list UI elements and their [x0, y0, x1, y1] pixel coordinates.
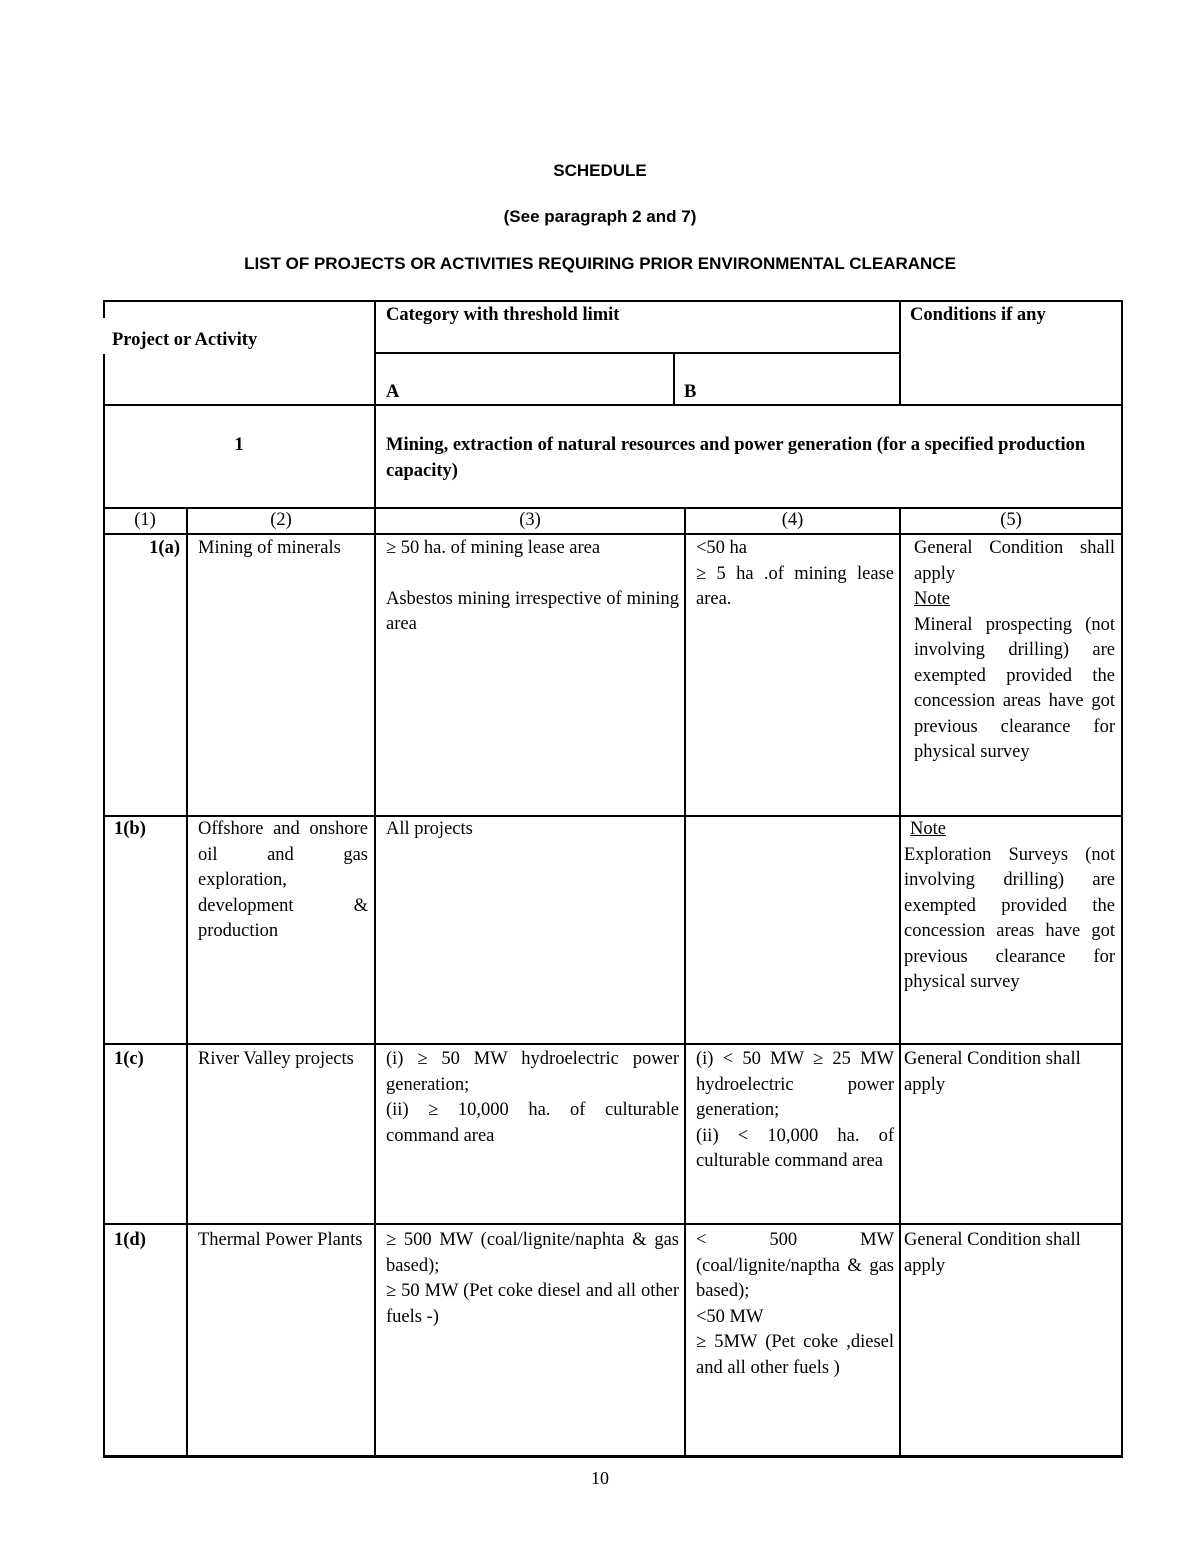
row-category-a: ≥ 500 MW (coal/lignite/naphta & gas based); ≥ 50 MW (Pet coke diesel and all other fuels -) — [386, 1230, 679, 1327]
schedule-title: SCHEDULE — [553, 161, 647, 180]
row-category-b: < 500 MW (coal/lignite/naptha & gas based); <50 MW ≥ 5MW (Pet coke ,diesel and all other fuels ) — [696, 1230, 894, 1378]
note-text: Exploration Surveys (not involving drilling) are exempted provided the concession areas have got previous clearance for physical survey — [904, 844, 1115, 992]
column-number: (1) — [134, 510, 156, 530]
header-category: Category with threshold limit — [386, 305, 620, 325]
row-category-a: ≥ 50 ha. of mining lease area Asbestos mining irrespective of mining area — [386, 538, 679, 634]
row-category-a: All projects — [386, 819, 473, 839]
row-id: 1(c) — [114, 1049, 144, 1069]
row-id: 1(d) — [114, 1230, 146, 1250]
section-number: 1 — [234, 435, 244, 455]
row-category-b: <50 ha ≥ 5 ha .of mining lease area. — [696, 538, 894, 609]
row-activity: Offshore and onshore oil and gas exploration, development & production — [198, 819, 368, 941]
row-id: 1(b) — [114, 819, 146, 839]
list-title: LIST OF PROJECTS OR ACTIVITIES REQUIRING PRIOR ENVIRONMENTAL CLEARANCE — [244, 254, 956, 273]
row-category-a: (i) ≥ 50 MW hydroelectric power generation; (ii) ≥ 10,000 ha. of culturable command area — [386, 1049, 679, 1146]
column-number: (5) — [1000, 510, 1022, 530]
note-label: Note — [914, 589, 950, 609]
row-conditions: General Condition shall apply — [904, 1230, 1081, 1276]
header-conditions: Conditions if any — [910, 305, 1046, 325]
row-conditions: General Condition shall apply Note Mineral prospecting (not involving drilling) are exempted provided the concession areas have got previous clearance for physical survey — [914, 536, 1115, 766]
section-title: Mining, extraction of natural resources and power generation (for a specified production capacity) — [386, 435, 1086, 481]
row-activity: River Valley projects — [198, 1049, 354, 1069]
row-activity: Thermal Power Plants — [198, 1230, 363, 1250]
header-project-or-activity: Project or Activity — [112, 330, 258, 350]
header-col-a: A — [386, 382, 400, 402]
schedule-subtitle: (See paragraph 2 and 7) — [503, 207, 697, 226]
row-category-b: (i) < 50 MW ≥ 25 MW hydroelectric power generation; (ii) < 10,000 ha. of culturable command area — [696, 1049, 894, 1171]
row-activity: Mining of minerals — [198, 538, 341, 558]
row-conditions: General Condition shall apply — [904, 1049, 1081, 1095]
row-id: 1(a) — [149, 538, 180, 558]
column-number: (2) — [270, 510, 292, 530]
column-number: (4) — [781, 510, 804, 530]
note-label: Note — [910, 819, 946, 839]
page-number: 10 — [591, 1468, 609, 1488]
row-conditions — [904, 817, 1115, 996]
note-text: Mineral prospecting (not involving drilling) are exempted provided the concession areas have got previous clearance for physical survey — [914, 614, 1115, 762]
header-col-b: B — [684, 382, 697, 402]
column-number: (3) — [519, 510, 541, 530]
